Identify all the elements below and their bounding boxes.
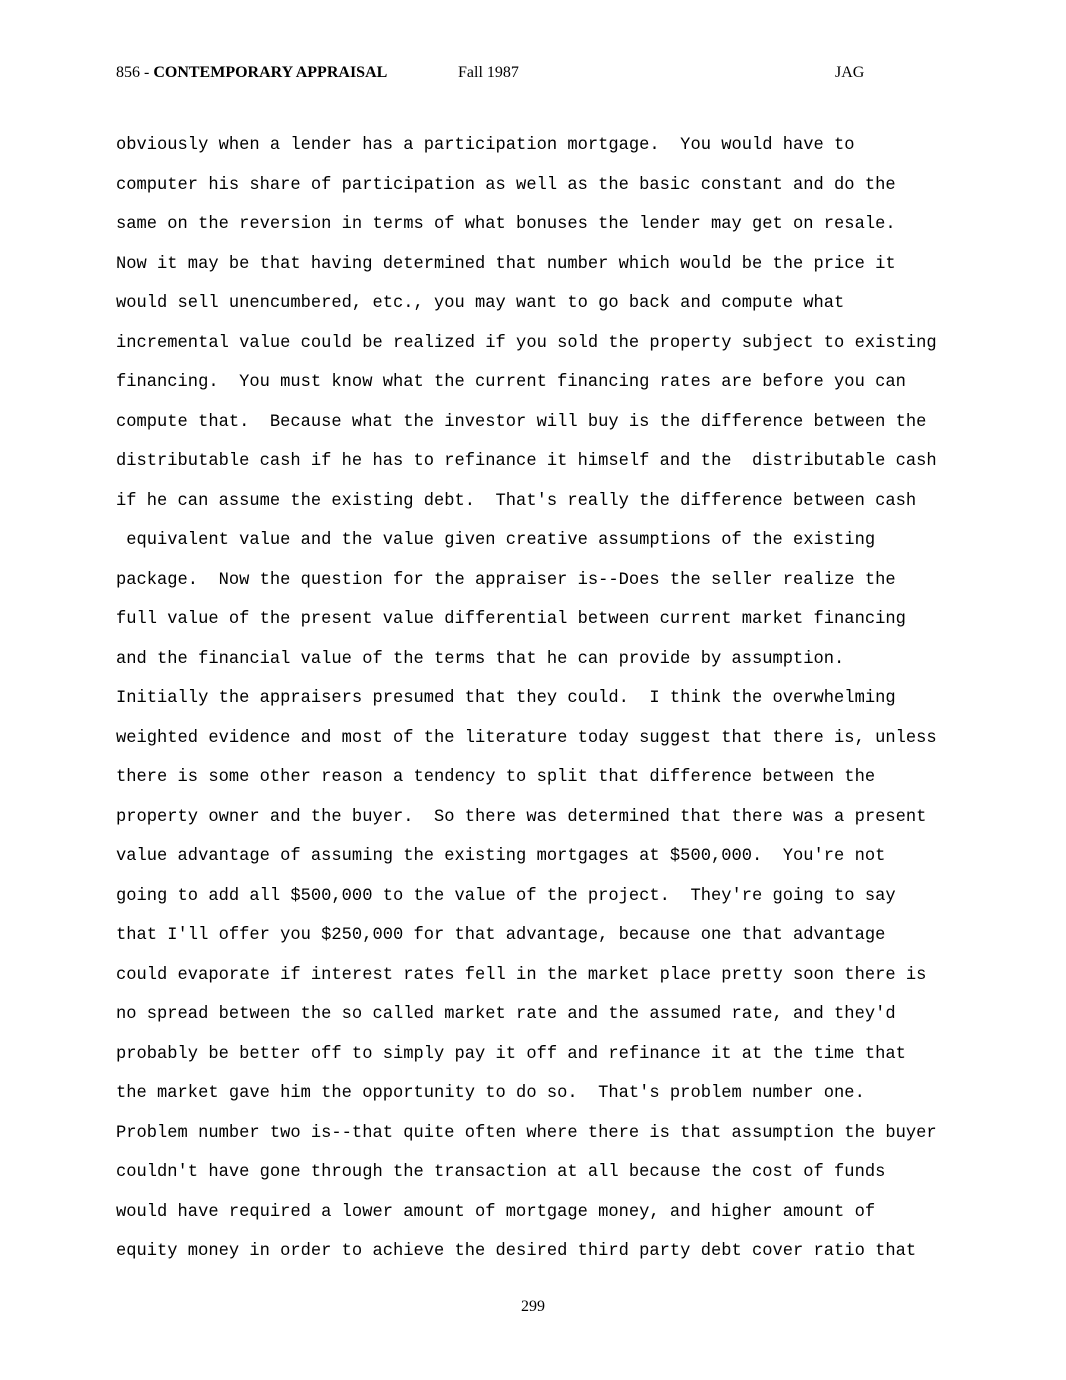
text-line: same on the reversion in terms of what bonuses the lender may get on resale. <box>116 215 896 234</box>
text-line: that I'll offer you $250,000 for that advantage, because one that advantage <box>116 926 886 945</box>
text-line: and the financial value of the terms that he can provide by assumption. <box>116 649 845 669</box>
text-line: full value of the present value differential between current market financing <box>116 610 906 629</box>
text-line: incremental value could be realized if you sold the property subject to existing <box>116 333 937 353</box>
text-line: going to add all $500,000 to the value of the project. They're going to say <box>116 886 896 906</box>
page-number: 299 <box>521 1298 545 1315</box>
text-line: no spread between the so called market rate and the assumed rate, and they'd <box>116 1005 896 1024</box>
text-line: Now it may be that having determined that number which would be the price it <box>116 254 896 274</box>
text-line: obviously when a lender has a participation mortgage. You would have to <box>116 136 855 155</box>
text-line: financing. You must know what the current financing rates are before you can <box>116 373 906 392</box>
text-line: Initially the appraisers presumed that they could. I think the overwhelming <box>116 689 896 708</box>
text-line: could evaporate if interest rates fell in the market place pretty soon there is <box>116 965 927 985</box>
text-line: package. Now the question for the appraiser is--Does the seller realize the <box>116 570 896 590</box>
course-title: CONTEMPORARY APPRAISAL <box>153 64 388 81</box>
transcript-body <box>116 126 996 1272</box>
text-line: if he can assume the existing debt. That's really the difference between cash <box>116 491 917 511</box>
course-code: 856 - <box>116 64 154 81</box>
text-line: would sell unencumbered, etc., you may want to go back and compute what <box>116 294 845 313</box>
text-line: weighted evidence and most of the literature today suggest that there is, unless <box>116 728 937 748</box>
text-line: property owner and the buyer. So there was determined that there was a present <box>116 807 927 827</box>
text-line: equivalent value and the value given creative assumptions of the existing <box>116 531 876 550</box>
text-line: couldn't have gone through the transaction at all because the cost of funds <box>116 1163 886 1182</box>
text-line: computer his share of participation as well as the basic constant and do the <box>116 175 896 195</box>
text-line: probably be better off to simply pay it off and refinance it at the time that <box>116 1044 906 1064</box>
term-label: Fall 1987 <box>458 64 519 81</box>
text-line: equity money in order to achieve the desired third party debt cover ratio that <box>116 1242 917 1261</box>
text-line: distributable cash if he has to refinance it himself and the distributable cash <box>116 452 937 471</box>
text-line: would have required a lower amount of mortgage money, and higher amount of <box>116 1202 876 1222</box>
text-line: Problem number two is--that quite often where there is that assumption the buyer <box>116 1123 937 1143</box>
text-line: compute that. Because what the investor will buy is the difference between the <box>116 412 927 432</box>
text-line: the market gave him the opportunity to do so. That's problem number one. <box>116 1084 865 1103</box>
author-initials: JAG <box>835 64 865 81</box>
page-header <box>116 63 876 83</box>
text-line: there is some other reason a tendency to split that difference between the <box>116 768 876 787</box>
text-line: value advantage of assuming the existing mortgages at $500,000. You're not <box>116 847 886 866</box>
course-heading <box>116 63 387 83</box>
